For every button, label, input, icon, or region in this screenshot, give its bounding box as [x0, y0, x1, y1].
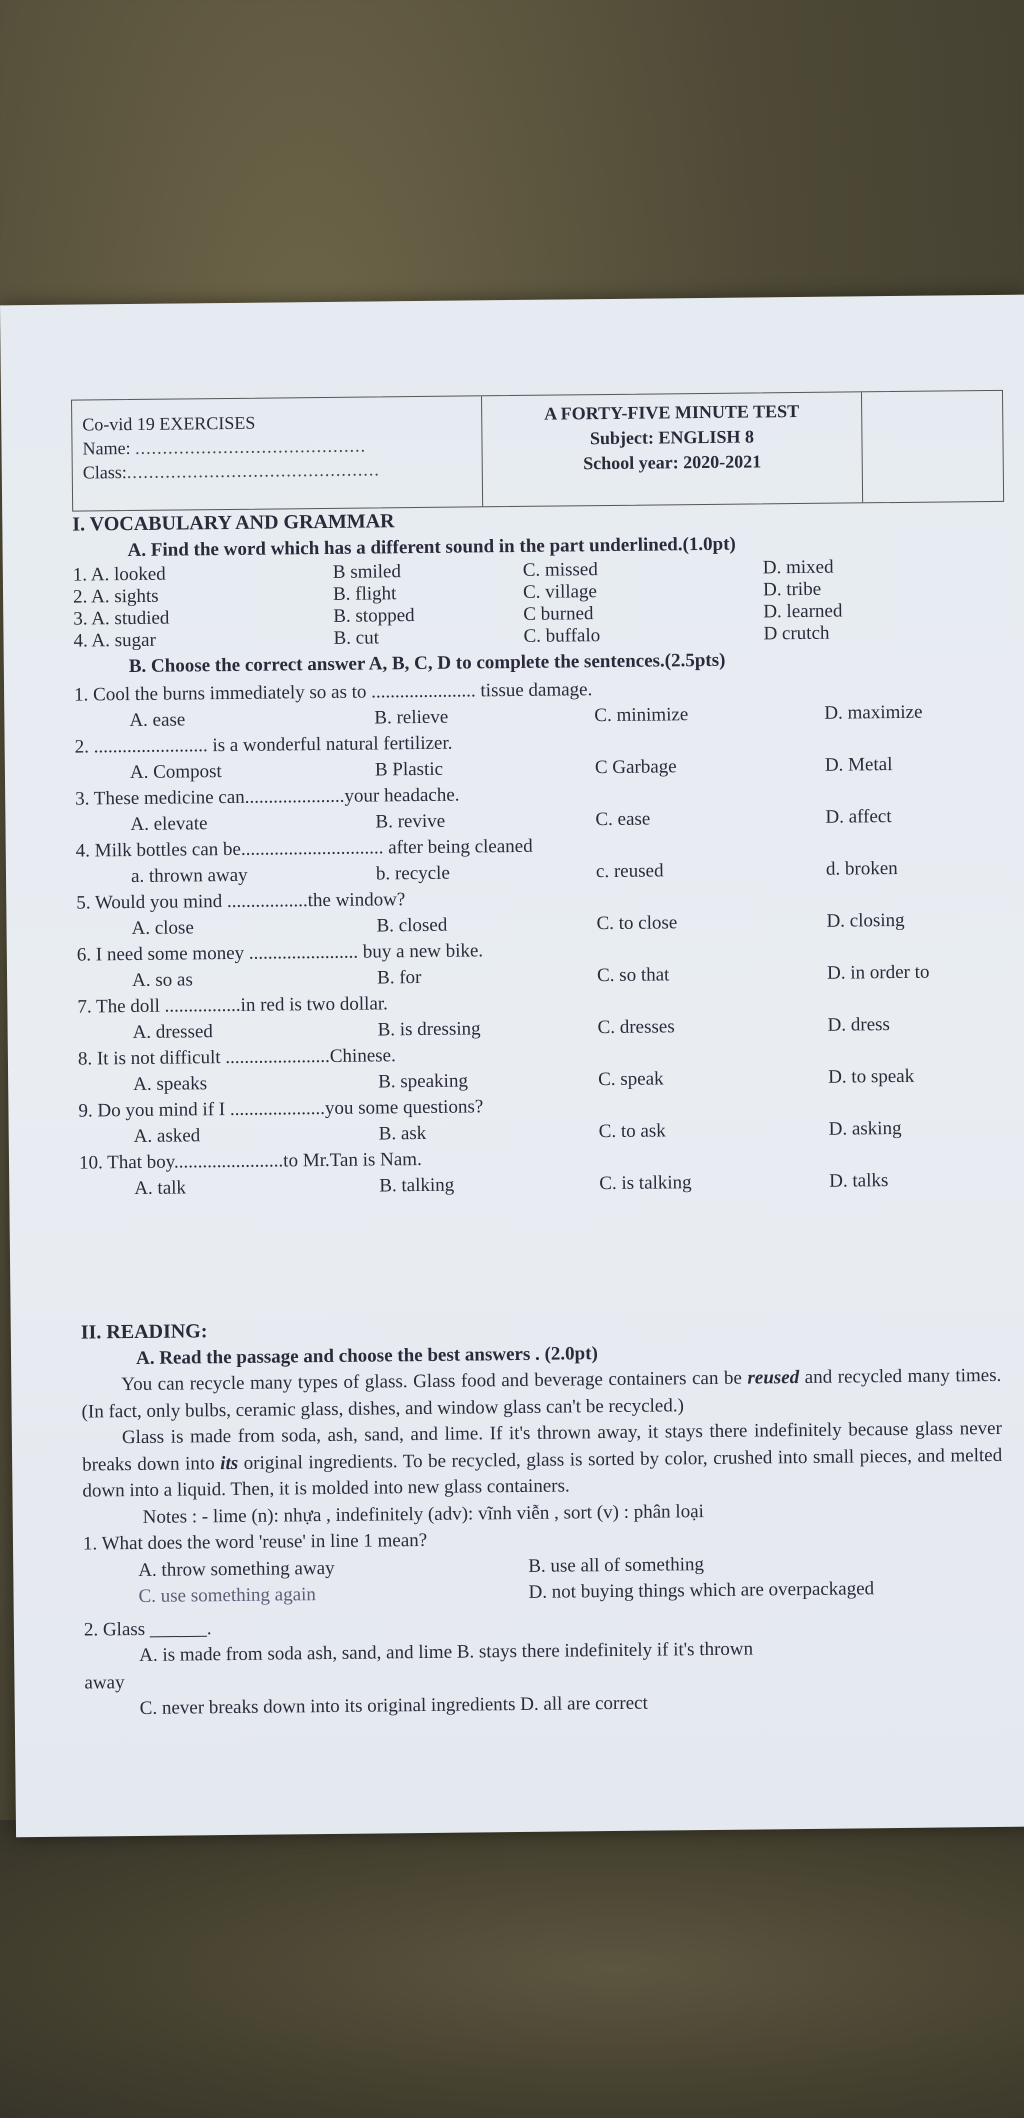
vocab-option: B. flight [332, 583, 397, 605]
table-surface [0, 1820, 1024, 2118]
answer-option: a. thrown away [130, 864, 248, 887]
answer-option: A. ease [129, 708, 186, 731]
question-text: 2. ........................ is a wonderful natural fertilizer. [74, 732, 453, 758]
vocab-option: 2. A. sights [72, 585, 159, 608]
q1-options [83, 1548, 1004, 1611]
answer-option: A. talk [134, 1176, 187, 1199]
question-text: 5. Would you mind .................the window? [76, 888, 406, 914]
subject: Subject: ENGLISH 8 [589, 426, 755, 449]
question-text: 4. Milk bottles can be.............................. after being cleaned [75, 835, 533, 862]
exam-paper [0, 295, 1024, 1838]
name-label: Name: [82, 438, 131, 459]
p2-a: Glass is made from soda, ash, sand, and lime. If it's thrown away, it stays there indefinitely because glass never breaks down into [82, 1417, 1002, 1476]
answer-option: C. to close [596, 911, 678, 934]
answer-option: C. minimize [594, 703, 689, 726]
answer-option: b. recycle [375, 862, 450, 884]
passage-p2 [82, 1416, 1003, 1505]
part1 [72, 502, 999, 1201]
vocab-option: C burned [523, 603, 594, 625]
answer-option: A. Compost [129, 760, 222, 783]
question-text: 7. The doll ................in red is two dollar. [77, 992, 388, 1018]
test-title: A FORTY-FIVE MINUTE TEST [544, 400, 800, 424]
p2-its: its [220, 1452, 239, 1474]
vocab-option: C. buffalo [523, 625, 601, 647]
class-label: Class: [82, 462, 127, 483]
vocab-option: 3. A. studied [73, 607, 170, 630]
question-text: 8. It is not difficult ......................Chinese. [77, 1044, 396, 1070]
p2-b: original ingredients. To be recycled, glass is sorted by color, crushed into small pieces, and melted down into a liquid. Then, it is molded into new glass containers. [82, 1444, 1003, 1502]
question-text: 10. That boy.......................to Mr.Tan is Nam. [78, 1148, 422, 1174]
part1-a-items [73, 555, 994, 653]
q1-opt-b: B. use all of something [528, 1553, 705, 1577]
answer-option: D. in order to [826, 961, 930, 984]
answer-option: C. speak [598, 1067, 664, 1090]
vocab-option: B. cut [333, 627, 380, 649]
vocab-option: 1. A. looked [72, 563, 166, 586]
class-dots: .............................................. [126, 459, 380, 483]
vocab-option: D crutch [763, 622, 830, 645]
answer-option: D. closing [826, 909, 905, 932]
answer-option: C. so that [596, 963, 670, 986]
school-year: School year: 2020-2021 [583, 451, 762, 474]
part1-b-title: B. Choose the correct answer A, B, C, D to complete the sentences.(2.5pts) [128, 649, 726, 678]
part1-a-title: A. Find the word which has a different sound in the part underlined.(1.0pt) [127, 533, 736, 561]
notes: Notes : - lime (n): nhựa , indefinitely (adv): vĩnh viễn , sort (v) : phân loại [142, 1500, 704, 1528]
part2 [81, 1310, 1005, 1723]
question-text: 3. These medicine can.....................your headache. [75, 784, 460, 810]
vocab-option: B smiled [332, 561, 402, 583]
q1-opt-c: C. use something again [138, 1584, 316, 1607]
answer-option: A. so as [131, 968, 193, 991]
answer-option: A. speaks [133, 1072, 208, 1095]
q2-line-a: A. is made from soda ash, sand, and lime B. stays there indefinitely if it's thrown [139, 1638, 754, 1666]
question-text: 9. Do you mind if I ....................you some questions? [78, 1095, 484, 1122]
header-middle [482, 392, 863, 506]
answer-option: C. dresses [597, 1015, 675, 1038]
vocab-option: C. village [522, 581, 598, 603]
vocab-option: B. stopped [333, 605, 415, 627]
answer-option: D. dress [827, 1013, 890, 1036]
part2-title: II. READING: [80, 1320, 208, 1344]
p1-reused: reused [747, 1367, 800, 1389]
question-text: 1. Cool the burns immediately so as to ...................... tissue damage. [73, 678, 593, 706]
answer-option: A. close [131, 916, 194, 939]
vocab-option: 4. A. sugar [73, 629, 156, 652]
q1-opt-a: A. throw something away [138, 1557, 335, 1581]
answer-option: D. maximize [824, 701, 923, 724]
answer-option: B Plastic [374, 758, 444, 780]
vocab-option: D. mixed [762, 556, 834, 579]
answer-option: A. asked [133, 1124, 201, 1147]
vocab-option: D. tribe [762, 578, 822, 601]
answer-option: D. asking [828, 1117, 902, 1140]
question-text: 6. I need some money ....................... buy a new bike. [76, 939, 484, 966]
q2: 2. Glass ______. [83, 1617, 212, 1641]
answer-option: B. speaking [378, 1070, 468, 1092]
name-dots: .......................................... [134, 435, 367, 458]
answer-option: C. is talking [599, 1171, 692, 1194]
answer-option: D. Metal [824, 753, 893, 776]
q1: 1. What does the word 'reuse' in line 1 mean? [82, 1529, 428, 1555]
passage-p1 [81, 1363, 1002, 1426]
part1-b-items [74, 671, 999, 1201]
answer-option: C. to ask [598, 1119, 666, 1142]
answer-option: D. affect [825, 805, 892, 828]
answer-option: A. dressed [132, 1020, 213, 1043]
answer-option: B. relieve [374, 706, 449, 728]
answer-option: D. talks [829, 1169, 889, 1192]
answer-option: d. broken [825, 857, 898, 880]
answer-option: C. ease [595, 808, 651, 830]
q2-line-a2: away [84, 1671, 125, 1694]
header-right-blank [862, 391, 1003, 502]
header-left-title: Co-vid 19 EXERCISES [82, 412, 256, 435]
class-line [83, 456, 472, 484]
part2-a-title: A. Read the passage and choose the best answers . (2.0pt) [135, 1342, 598, 1369]
answer-option: c. reused [595, 859, 664, 882]
p1-start: You can recycle many types of glass. Glass food and beverage containers can be [121, 1367, 742, 1396]
answer-option: B. ask [378, 1122, 427, 1144]
p1-rest: and recycled many times. (In fact, only bulbs, ceramic glass, dishes, and window glass can't be recycled.) [81, 1364, 1002, 1423]
answer-option: B. talking [379, 1174, 455, 1196]
answer-option: B. closed [376, 914, 448, 936]
answer-option: B. revive [375, 810, 446, 832]
answer-option: A. elevate [130, 812, 208, 835]
q1-opt-d: D. not buying things which are overpackaged [528, 1578, 875, 1603]
answer-option: B. is dressing [377, 1017, 481, 1040]
answer-option: C Garbage [594, 755, 677, 778]
vocab-option: C. missed [522, 559, 598, 581]
header-left [72, 396, 483, 510]
vocab-option: D. learned [763, 600, 843, 623]
q2-line-c: C. never breaks down into its original ingredients D. all are correct [139, 1692, 648, 1719]
header-box [71, 390, 1004, 512]
answer-option: D. to speak [828, 1065, 915, 1088]
paper-content [71, 390, 1003, 1719]
answer-option: B. for [376, 966, 422, 988]
part1-title: I. VOCABULARY AND GRAMMAR [72, 510, 395, 536]
